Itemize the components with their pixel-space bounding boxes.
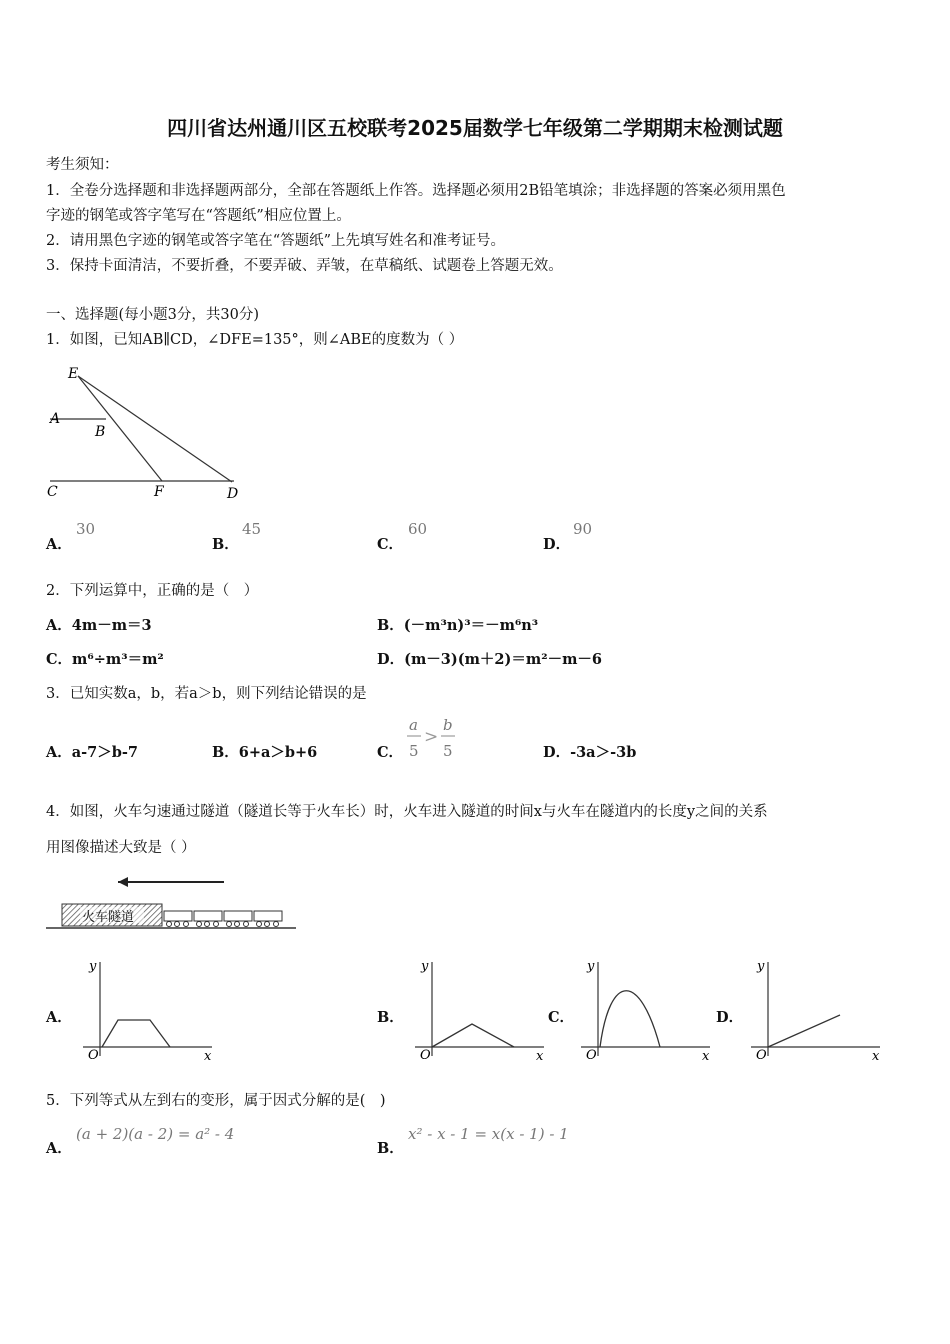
notice-item: 字迹的钢笔或答字笔写在“答题纸”相应位置上。 <box>46 208 351 224</box>
q4-option-c-label[interactable]: C． <box>548 1009 575 1026</box>
fraction-numerator: b <box>443 716 453 734</box>
option-value: 4m－m＝3 <box>71 617 152 634</box>
x-axis-label: x <box>702 1049 710 1064</box>
q1-option-c-value: 60 <box>408 520 428 538</box>
q5-option-b-value: x² - x - 1 = x(x - 1) - 1 <box>408 1125 569 1143</box>
q4-graph-a <box>80 952 220 1064</box>
origin-label: O <box>756 1048 767 1063</box>
point-label-e: E <box>68 366 79 382</box>
notice-heading: 考生须知： <box>46 157 119 173</box>
q4-option-a-label[interactable]: A． <box>46 1009 72 1026</box>
q1-option-a-label[interactable]: A． <box>46 536 72 553</box>
y-axis-label: y <box>587 959 595 974</box>
q1-option-c-label[interactable]: C． <box>377 536 404 553</box>
option-label: A． <box>46 744 72 761</box>
fraction-denominator: 5 <box>443 742 453 760</box>
option-label: D． <box>543 744 571 761</box>
question-4-stem-line1: 4．如图，火车匀速通过隧道（隧道长等于火车长）时，火车进入隧道的时间x与火车在隧道内的长度y之间的关系 <box>46 804 768 820</box>
option-value: a-7＞b-7 <box>71 744 139 761</box>
section-heading: 一、选择题(每小题3分，共30分) <box>46 307 259 323</box>
question-1-stem: 1．如图，已知AB∥CD，∠DFE=135°，则∠ABE的度数为（ ） <box>46 332 464 348</box>
point-label-c: C <box>47 484 58 500</box>
relation-symbol: > <box>424 727 439 747</box>
x-axis-label: x <box>872 1049 880 1064</box>
y-axis-label: y <box>421 959 429 974</box>
y-axis-label: y <box>757 959 765 974</box>
q4-graph-c <box>578 952 718 1064</box>
question-5-stem: 5．下列等式从左到右的变形，属于因式分解的是( ) <box>46 1093 386 1109</box>
notice-item: 3．保持卡面清洁，不要折叠，不要弄破、弄皱，在草稿纸、试题卷上答题无效。 <box>46 258 563 274</box>
origin-label: O <box>586 1048 597 1063</box>
q2-option-a[interactable] <box>46 614 152 635</box>
option-value: -3a＞-3b <box>570 744 637 761</box>
q3-option-c-label[interactable]: C． <box>377 744 404 761</box>
q3-option-d[interactable] <box>543 741 636 762</box>
q3-option-b[interactable] <box>212 741 317 762</box>
q2-option-c[interactable] <box>46 648 164 669</box>
notice-item: 2．请用黑色字迹的钢笔或答字笔在“答题纸”上先填写姓名和准考证号。 <box>46 233 506 249</box>
option-label: B． <box>377 617 404 634</box>
question-3-stem: 3．已知实数a，b，若a＞b，则下列结论错误的是 <box>46 686 367 702</box>
notice-item: 1．全卷分选择题和非选择题两部分，全部在答题纸上作答。选择题必须用2B铅笔填涂；非选择题的答案必须用黑色 <box>46 183 786 199</box>
origin-label: O <box>88 1048 99 1063</box>
q1-option-b-value: 45 <box>242 520 262 538</box>
x-axis-label: x <box>536 1049 544 1064</box>
q4-graph-b <box>412 952 552 1064</box>
q4-train-tunnel-figure <box>44 870 300 936</box>
q2-option-d[interactable] <box>377 648 602 669</box>
option-value: m⁶÷m³＝m² <box>72 651 164 668</box>
q1-option-b-label[interactable]: B． <box>212 536 239 553</box>
q5-option-b-label[interactable]: B． <box>377 1140 404 1157</box>
question-4-stem-line2: 用图像描述大致是（ ） <box>46 840 196 856</box>
question-2-stem: 2．下列运算中，正确的是（ ） <box>46 583 259 599</box>
x-axis-label: x <box>204 1049 212 1064</box>
q4-option-d-label[interactable]: D． <box>716 1009 744 1026</box>
tunnel-label: 火车隧道 <box>82 910 135 925</box>
q3-option-a[interactable] <box>46 741 138 762</box>
option-label: C． <box>46 651 73 668</box>
point-label-f: F <box>154 484 164 500</box>
q2-option-b[interactable] <box>377 614 538 635</box>
q4-graph-d <box>748 952 888 1064</box>
option-value: 6+a＞b+6 <box>238 744 318 761</box>
option-label: B． <box>212 744 239 761</box>
option-label: D． <box>377 651 405 668</box>
y-axis-label: y <box>89 959 97 974</box>
option-value: (m－3)(m＋2)＝m²－m－6 <box>404 651 603 668</box>
q3-option-c-fraction <box>404 712 464 762</box>
point-label-d: D <box>227 486 239 502</box>
q1-option-d-label[interactable]: D． <box>543 536 571 553</box>
q5-option-a-value: (a + 2)(a - 2) = a² - 4 <box>76 1125 235 1143</box>
point-label-b: B <box>95 424 106 440</box>
page-title: 四川省达州通川区五校联考2025届数学七年级第二学期期末检测试题 <box>167 116 783 140</box>
fraction-numerator: a <box>409 716 418 734</box>
q4-option-b-label[interactable]: B． <box>377 1009 404 1026</box>
option-value: (－m³n)³＝－m⁶n³ <box>403 617 539 634</box>
q5-option-a-label[interactable]: A． <box>46 1140 72 1157</box>
option-label: A． <box>46 617 72 634</box>
q1-geometry-figure <box>44 360 254 505</box>
origin-label: O <box>420 1048 431 1063</box>
q1-option-d-value: 90 <box>573 520 593 538</box>
q1-option-a-value: 30 <box>76 520 96 538</box>
fraction-denominator: 5 <box>409 742 419 760</box>
point-label-a: A <box>50 411 61 427</box>
